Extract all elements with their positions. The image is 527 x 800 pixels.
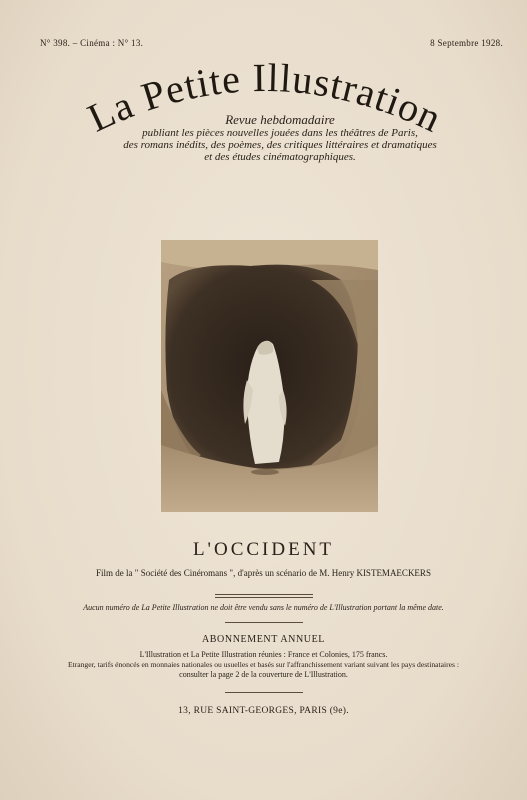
cover-photograph: [161, 240, 378, 512]
film-title: L'OCCIDENT: [192, 539, 335, 560]
masthead-subtitle: [123, 112, 437, 163]
issue-date: 8 Septembre 1928.: [430, 38, 503, 48]
subscription-line-1: L'Illustration et La Petite Illustration réunies : France et Colonies, 175 francs.: [139, 650, 388, 659]
sale-notice: Aucun numéro de La Petite Illustration ne doit être vendu sans le numéro de L'Illustration portant la même date.: [83, 603, 444, 612]
subscription-line-2: Etranger, tarifs énoncés en monnaies nationales ou usuelles et basés sur l'affranchissement variant suivant les pays destinataires :: [67, 660, 460, 669]
divider-top-2: [215, 597, 313, 598]
subtitle-line-3: des romans inédits, des poèmes, des critiques littéraires et dramatiques: [123, 139, 437, 151]
subtitle-line-1: Revue hebdomadaire: [225, 112, 335, 127]
publisher-address: 13, RUE SAINT-GEORGES, PARIS (9e).: [178, 706, 349, 716]
film-credit: Film de la " Société des Cinéromans ", d'après un scénario de M. Henry KISTEMAECKERS: [96, 568, 431, 578]
divider-middle: [225, 622, 303, 623]
subtitle-line-4: et des études cinématographiques.: [204, 151, 356, 163]
subscription-title: ABONNEMENT ANNUEL: [201, 634, 326, 645]
subtitle-line-2: publiant les pièces nouvelles jouées dans les théâtres de Paris,: [142, 127, 418, 139]
issue-number: N° 398. – Cinéma : N° 13.: [40, 38, 144, 48]
divider-top: [215, 594, 313, 595]
masthead-title: La Petite Illustration: [80, 54, 449, 142]
divider-bottom: [225, 692, 303, 693]
cave-figure-photo: [161, 240, 378, 512]
subscription-line-3: consulter la page 2 de la couverture de L'Illustration.: [179, 670, 348, 679]
